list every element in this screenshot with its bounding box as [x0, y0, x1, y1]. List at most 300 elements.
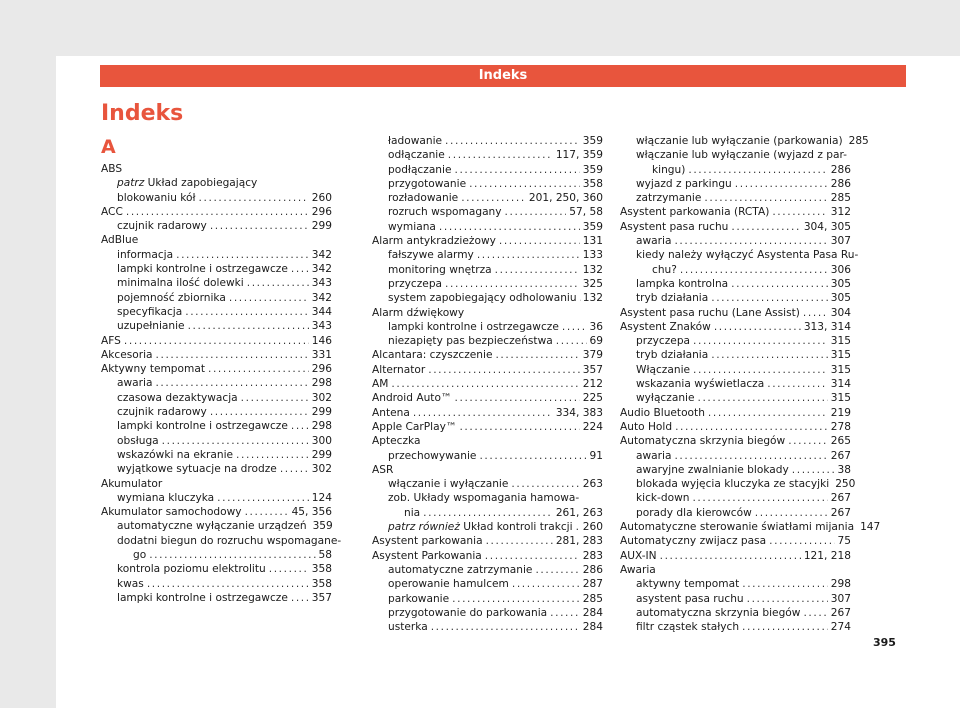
index-entry[interactable]: [620, 477, 856, 491]
index-entry[interactable]: [372, 406, 603, 420]
index-entry-line: [117, 305, 332, 319]
entry-label: czujnik radarowy: [117, 406, 207, 419]
leader-dots: [439, 220, 580, 234]
index-entry[interactable]: [620, 306, 851, 320]
index-entry[interactable]: [372, 348, 603, 362]
index-entry-line: [101, 505, 332, 519]
index-entry[interactable]: [620, 248, 859, 277]
index-entry-line: [636, 163, 851, 177]
index-entry[interactable]: [101, 491, 332, 505]
entry-page-ref[interactable]: 57, 58: [569, 206, 603, 219]
index-entry-line: [636, 377, 851, 391]
entry-page-ref[interactable]: 314: [830, 378, 851, 391]
index-entry-line: [372, 406, 603, 420]
entry-page-ref[interactable]: 286: [582, 563, 603, 576]
index-entry[interactable]: [620, 148, 851, 177]
leader-dots: [769, 534, 834, 548]
entry-page-ref[interactable]: 302: [311, 463, 332, 476]
entry-page-ref[interactable]: 296: [311, 363, 332, 376]
index-entry-line: [372, 348, 603, 362]
index-entry-line: [388, 334, 603, 348]
index-entry[interactable]: [101, 262, 332, 276]
entry-page-ref[interactable]: 298: [311, 377, 332, 390]
index-entry-line: [620, 534, 851, 548]
entry-label: odłączanie: [388, 149, 445, 162]
index-entry[interactable]: [372, 420, 603, 434]
index-column-2: [372, 134, 603, 634]
index-entry[interactable]: [372, 220, 603, 234]
entry-page-ref[interactable]: 285: [582, 592, 603, 605]
index-entry[interactable]: [372, 449, 603, 463]
index-entry[interactable]: [620, 234, 851, 248]
entry-label: przyczepa: [636, 335, 691, 348]
entry-page-ref[interactable]: 69: [589, 335, 603, 348]
entry-page-ref[interactable]: 298: [311, 420, 332, 433]
entry-page-ref[interactable]: 359: [582, 163, 603, 176]
leader-dots: [660, 549, 801, 563]
index-entry[interactable]: [101, 291, 332, 305]
entry-label: Asystent parkowania (RCTA): [620, 206, 770, 219]
index-entry[interactable]: [372, 134, 603, 148]
index-entry[interactable]: [101, 405, 332, 419]
entry-page-ref[interactable]: 132: [582, 263, 603, 276]
entry-page-ref[interactable]: 260: [311, 191, 332, 204]
index-entry-line: [636, 577, 851, 591]
entry-page-ref[interactable]: 287: [582, 578, 603, 591]
leader-dots: [413, 406, 553, 420]
entry-page-ref[interactable]: 263: [582, 478, 603, 491]
entry-page-ref[interactable]: 334, 383: [555, 406, 603, 419]
entry-page-ref[interactable]: 299: [311, 406, 332, 419]
index-entry[interactable]: [620, 577, 851, 591]
entry-label: podłączanie: [388, 163, 452, 176]
entry-label: lampka kontrolna: [636, 277, 729, 290]
index-entry[interactable]: [620, 449, 851, 463]
entry-label: awaria: [117, 377, 153, 390]
index-entry[interactable]: [372, 491, 603, 520]
entry-page-ref[interactable]: 342: [311, 248, 332, 261]
leader-dots: [708, 406, 828, 420]
index-entry-line: [117, 405, 332, 419]
entry-label: kontrola poziomu elektrolitu: [117, 563, 266, 576]
index-entry-line: [620, 220, 851, 234]
entry-label: informacja: [117, 248, 174, 261]
leader-dots: [747, 592, 828, 606]
entry-page-ref[interactable]: 358: [311, 563, 332, 576]
entry-page-ref[interactable]: 36: [589, 320, 603, 333]
leader-dots: [428, 363, 580, 377]
leader-dots: [126, 205, 309, 219]
index-entry[interactable]: [372, 234, 603, 248]
entry-page-ref[interactable]: 299: [311, 448, 332, 461]
index-entry[interactable]: [372, 263, 603, 277]
index-entry[interactable]: [372, 248, 603, 262]
entry-page-ref[interactable]: 250: [835, 478, 856, 491]
leader-dots: [280, 462, 309, 476]
leader-dots: [217, 491, 309, 505]
leader-dots: [735, 177, 828, 191]
entry-page-ref[interactable]: 267: [830, 506, 851, 519]
entry-page-ref[interactable]: 300: [311, 434, 332, 447]
entry-page-ref[interactable]: 283: [582, 549, 603, 562]
index-entry-line: [388, 134, 603, 148]
entry-page-ref[interactable]: 278: [830, 420, 851, 433]
entry-page-ref[interactable]: 296: [311, 205, 332, 218]
index-entry[interactable]: [620, 391, 851, 405]
entry-page-ref[interactable]: 147: [860, 521, 881, 534]
index-entry[interactable]: [620, 534, 851, 548]
entry-page-ref[interactable]: 124: [311, 491, 332, 504]
index-entry[interactable]: [101, 334, 332, 348]
leader-dots: [704, 191, 827, 205]
leader-dots: [185, 305, 309, 319]
entry-label: Auto Hold: [620, 420, 673, 433]
index-entry[interactable]: [620, 334, 851, 348]
index-entry[interactable]: [101, 419, 332, 433]
entry-label: blokada wyjęcia kluczyka ze stacyjki: [636, 478, 830, 491]
entry-label: automatyczna skrzynia biegów: [636, 606, 801, 619]
index-entry[interactable]: [372, 563, 603, 577]
entry-page-ref[interactable]: 212: [582, 378, 603, 391]
index-heading: Akumulator: [101, 477, 163, 490]
index-entry-line: [101, 205, 332, 219]
index-entry[interactable]: [101, 248, 332, 262]
index-entry[interactable]: [101, 362, 332, 376]
index-entry-line: [388, 263, 603, 277]
index-entry[interactable]: [620, 520, 881, 534]
entry-page-ref[interactable]: 260: [582, 521, 603, 534]
entry-page-ref[interactable]: 225: [582, 392, 603, 405]
entry-page-ref[interactable]: 315: [830, 392, 851, 405]
entry-label: rozładowanie: [388, 192, 459, 205]
index-entry[interactable]: [101, 505, 332, 519]
entry-label: pojemność zbiornika: [117, 291, 226, 304]
index-entry[interactable]: [620, 491, 851, 505]
entry-label: kick-down: [636, 492, 690, 505]
leader-dots: [680, 263, 828, 277]
entry-page-ref[interactable]: 45, 356: [291, 506, 332, 519]
entry-page-ref[interactable]: 315: [830, 335, 851, 348]
entry-page-ref[interactable]: 265: [830, 435, 851, 448]
index-entry[interactable]: [372, 520, 603, 534]
index-entry[interactable]: [101, 448, 332, 462]
leader-dots: [459, 420, 579, 434]
index-entry-line: [388, 291, 603, 305]
index-entry[interactable]: [372, 363, 603, 377]
index-entry-line: [636, 134, 869, 148]
entry-label: rozruch wspomagany: [388, 206, 502, 219]
index-entry-line: [388, 220, 603, 234]
index-entry[interactable]: [101, 562, 332, 576]
entry-label: minimalna ilość dolewki: [117, 277, 244, 290]
index-entry[interactable]: [620, 420, 851, 434]
index-entry[interactable]: [372, 577, 603, 591]
index-entry-line: [372, 391, 603, 405]
entry-page-ref[interactable]: 313, 314: [803, 320, 851, 333]
index-entry[interactable]: [101, 462, 332, 476]
index-entry[interactable]: [620, 606, 851, 620]
entry-page-ref[interactable]: 307: [830, 235, 851, 248]
entry-page-ref[interactable]: 304, 305: [803, 220, 851, 233]
index-entry[interactable]: [372, 534, 603, 548]
entry-page-ref[interactable]: 312: [830, 206, 851, 219]
leader-dots: [176, 248, 309, 262]
index-entry-line: [117, 276, 332, 290]
index-note: patrz Układ zapobiegający: [117, 177, 258, 190]
leader-dots: [431, 620, 580, 634]
entry-page-ref[interactable]: 315: [830, 363, 851, 376]
entry-label: ACC: [101, 205, 123, 218]
leader-dots: [698, 391, 828, 405]
index-entry-line: [636, 334, 851, 348]
entry-page-ref[interactable]: 132: [582, 292, 603, 305]
index-entry-line: [620, 434, 851, 448]
entry-page-ref[interactable]: 286: [830, 177, 851, 190]
entry-page-ref[interactable]: 91: [589, 449, 603, 462]
section-letter: A: [101, 136, 116, 158]
leader-dots: [291, 262, 309, 276]
entry-page-ref[interactable]: 285: [848, 135, 869, 147]
entry-page-ref[interactable]: 219: [830, 406, 851, 419]
index-entry-line: [388, 320, 603, 334]
index-entry[interactable]: [101, 305, 332, 319]
index-entry-line: [620, 420, 851, 434]
leader-dots: [674, 234, 827, 248]
index-entry[interactable]: [101, 348, 332, 362]
entry-page-ref[interactable]: 315: [830, 349, 851, 362]
index-entry[interactable]: [620, 406, 851, 420]
index-entry[interactable]: [620, 348, 851, 362]
index-entry-line: [117, 219, 332, 233]
leader-dots: [556, 334, 587, 348]
entry-page-ref[interactable]: 121, 218: [803, 549, 851, 562]
index-entry[interactable]: [372, 477, 603, 491]
entry-page-ref[interactable]: 343: [311, 277, 332, 290]
index-entry[interactable]: [101, 376, 332, 390]
index-column-1: [101, 134, 342, 605]
entry-label: patrz również Układ kontroli trakcji: [388, 521, 573, 534]
index-entry[interactable]: [101, 591, 332, 605]
index-entry[interactable]: [372, 163, 603, 177]
entry-page-ref[interactable]: 306: [830, 263, 851, 276]
index-entry[interactable]: [620, 620, 851, 634]
entry-page-ref[interactable]: 286: [830, 163, 851, 176]
entry-page-ref[interactable]: 343: [311, 320, 332, 333]
index-entry[interactable]: [372, 592, 603, 606]
entry-page-ref[interactable]: 305: [830, 277, 851, 290]
index-entry-line: [101, 334, 332, 348]
entry-page-ref[interactable]: 307: [830, 592, 851, 605]
leader-dots: [499, 234, 580, 248]
index-entry[interactable]: [620, 205, 851, 219]
entry-page-ref[interactable]: 359: [582, 135, 603, 147]
entry-label-lead: zob. Układy wspomagania hamowa-: [388, 492, 580, 505]
index-entry[interactable]: [372, 277, 603, 291]
entry-page-ref[interactable]: 358: [582, 177, 603, 190]
entry-label: przechowywanie: [388, 449, 477, 462]
entry-page-ref[interactable]: 299: [311, 220, 332, 233]
index-entry[interactable]: [101, 434, 332, 448]
leader-dots: [391, 377, 579, 391]
entry-page-ref[interactable]: 342: [311, 291, 332, 304]
index-entry[interactable]: [101, 276, 332, 290]
index-entry-line: [636, 348, 851, 362]
leader-dots: [693, 363, 828, 377]
leader-dots: [236, 448, 309, 462]
index-entry-line: [636, 177, 851, 191]
entry-page-ref[interactable]: 58: [318, 549, 332, 562]
index-entry-line: [388, 592, 603, 606]
index-entry[interactable]: [620, 506, 851, 520]
entry-page-ref[interactable]: 305: [830, 292, 851, 305]
index-entry-line: [117, 248, 332, 262]
leader-dots: [188, 319, 309, 333]
entry-page-ref[interactable]: 274: [830, 621, 851, 634]
entry-page-ref[interactable]: 224: [582, 420, 603, 433]
entry-page-ref[interactable]: 75: [837, 535, 851, 548]
index-entry[interactable]: [372, 148, 603, 162]
leader-dots: [241, 391, 309, 405]
index-entry[interactable]: [372, 549, 603, 563]
index-entry[interactable]: [620, 291, 851, 305]
entry-label: Akcesoria: [101, 348, 153, 361]
index-entry[interactable]: [372, 291, 603, 305]
entry-label: chu?: [652, 263, 677, 276]
entry-page-ref[interactable]: 359: [582, 220, 603, 233]
entry-label: tryb działania: [636, 349, 709, 362]
entry-label: kwas: [117, 577, 144, 590]
leader-dots: [711, 348, 828, 362]
leader-dots: [693, 334, 828, 348]
entry-see-also: patrz: [117, 177, 148, 190]
index-entry[interactable]: [372, 391, 603, 405]
entry-label: awaria: [636, 235, 672, 248]
entry-page-ref[interactable]: 146: [311, 334, 332, 347]
entry-page-ref[interactable]: 281, 283: [555, 535, 603, 548]
index-entry[interactable]: [101, 191, 332, 205]
index-entry[interactable]: [620, 592, 851, 606]
entry-page-ref[interactable]: 358: [311, 577, 332, 590]
entry-page-ref[interactable]: 267: [830, 449, 851, 462]
index-entry[interactable]: [372, 191, 603, 205]
entry-label: ładowanie: [388, 135, 443, 147]
index-entry[interactable]: [372, 320, 603, 334]
entry-page-ref[interactable]: 267: [830, 492, 851, 505]
entry-label: lampki kontrolne i ostrzegawcze: [117, 420, 288, 433]
index-heading: ASR: [372, 463, 394, 476]
index-entry[interactable]: [101, 519, 332, 533]
index-entry-line: [372, 534, 603, 548]
index-entry[interactable]: [620, 277, 851, 291]
leader-dots: [792, 463, 835, 477]
leader-dots: [688, 163, 827, 177]
index-entry[interactable]: [620, 191, 851, 205]
index-entry[interactable]: [620, 177, 851, 191]
index-entry-line: [636, 291, 851, 305]
index-entry[interactable]: [620, 549, 851, 563]
index-entry-line: [117, 462, 332, 476]
entry-label: filtr cząstek stałych: [636, 621, 740, 634]
entry-label: fałszywe alarmy: [388, 249, 474, 262]
index-entry[interactable]: [372, 177, 603, 191]
index-entry[interactable]: [620, 434, 851, 448]
index-entry[interactable]: [101, 219, 332, 233]
entry-label-lead: włączanie lub wyłączanie (wyjazd z par-: [636, 149, 847, 162]
entry-page-ref[interactable]: 38: [837, 463, 851, 476]
index-entry[interactable]: [620, 134, 869, 148]
leader-dots: [147, 577, 309, 591]
entry-page-ref[interactable]: 344: [311, 305, 332, 318]
index-entry-line: [117, 191, 332, 205]
index-entry-line: [636, 449, 851, 463]
index-entry[interactable]: [101, 577, 332, 591]
index-entry[interactable]: [620, 320, 851, 334]
entry-label: Aktywny tempomat: [101, 363, 205, 376]
entry-label: automatyczne zatrzymanie: [388, 563, 533, 576]
entry-page-ref[interactable]: 298: [830, 578, 851, 591]
index-entry-line: [636, 191, 851, 205]
index-entry[interactable]: [620, 363, 851, 377]
index-entry[interactable]: [101, 205, 332, 219]
index-entry[interactable]: [101, 534, 342, 563]
index-entry[interactable]: [372, 377, 603, 391]
entry-label: wyjazd z parkingu: [636, 177, 732, 190]
entry-page-ref[interactable]: 201, 250, 360: [528, 192, 603, 205]
index-entry[interactable]: [372, 205, 603, 219]
index-entry[interactable]: [101, 391, 332, 405]
index-entry-line: [117, 577, 332, 591]
entry-page-ref[interactable]: 342: [311, 263, 332, 276]
index-entry-line: [117, 262, 332, 276]
entry-label: wyłączanie: [636, 392, 695, 405]
leader-dots: [199, 191, 309, 205]
entry-page-ref[interactable]: 325: [582, 277, 603, 290]
index-entry[interactable]: [372, 620, 603, 634]
entry-page-ref[interactable]: 284: [582, 621, 603, 634]
leader-dots: [742, 577, 828, 591]
index-entry[interactable]: [372, 334, 603, 348]
entry-page-ref[interactable]: 331: [311, 348, 332, 361]
index-heading: Apteczka: [372, 435, 421, 448]
entry-page-ref[interactable]: 357: [582, 363, 603, 376]
index-entry[interactable]: [101, 319, 332, 333]
entry-page-ref[interactable]: 379: [582, 349, 603, 362]
entry-page-ref[interactable]: 267: [830, 606, 851, 619]
entry-label: wskazania wyświetlacza: [636, 378, 765, 391]
entry-page-ref[interactable]: 117, 359: [555, 149, 603, 162]
leader-dots: [208, 362, 309, 376]
entry-page-ref[interactable]: 357: [311, 591, 332, 604]
entry-page-ref[interactable]: 285: [830, 192, 851, 205]
leader-dots: [229, 291, 309, 305]
leader-dots: [692, 491, 827, 505]
index-entry[interactable]: [620, 463, 851, 477]
index-heading: AdBlue: [101, 234, 139, 247]
entry-page-ref[interactable]: 304: [830, 306, 851, 319]
index-entry-line: [117, 419, 332, 433]
entry-page-ref[interactable]: 261, 263: [555, 506, 603, 519]
index-entry[interactable]: [620, 377, 851, 391]
entry-page-ref[interactable]: 284: [582, 606, 603, 619]
entry-page-ref[interactable]: 359: [312, 520, 333, 533]
index-entry[interactable]: [620, 220, 851, 234]
entry-page-ref[interactable]: 302: [311, 391, 332, 404]
entry-page-ref[interactable]: 131: [582, 235, 603, 248]
leader-dots: [788, 434, 828, 448]
entry-label: niezapięty pas bezpieczeństwa: [388, 335, 553, 348]
entry-page-ref[interactable]: 133: [582, 249, 603, 262]
index-entry[interactable]: [372, 606, 603, 620]
